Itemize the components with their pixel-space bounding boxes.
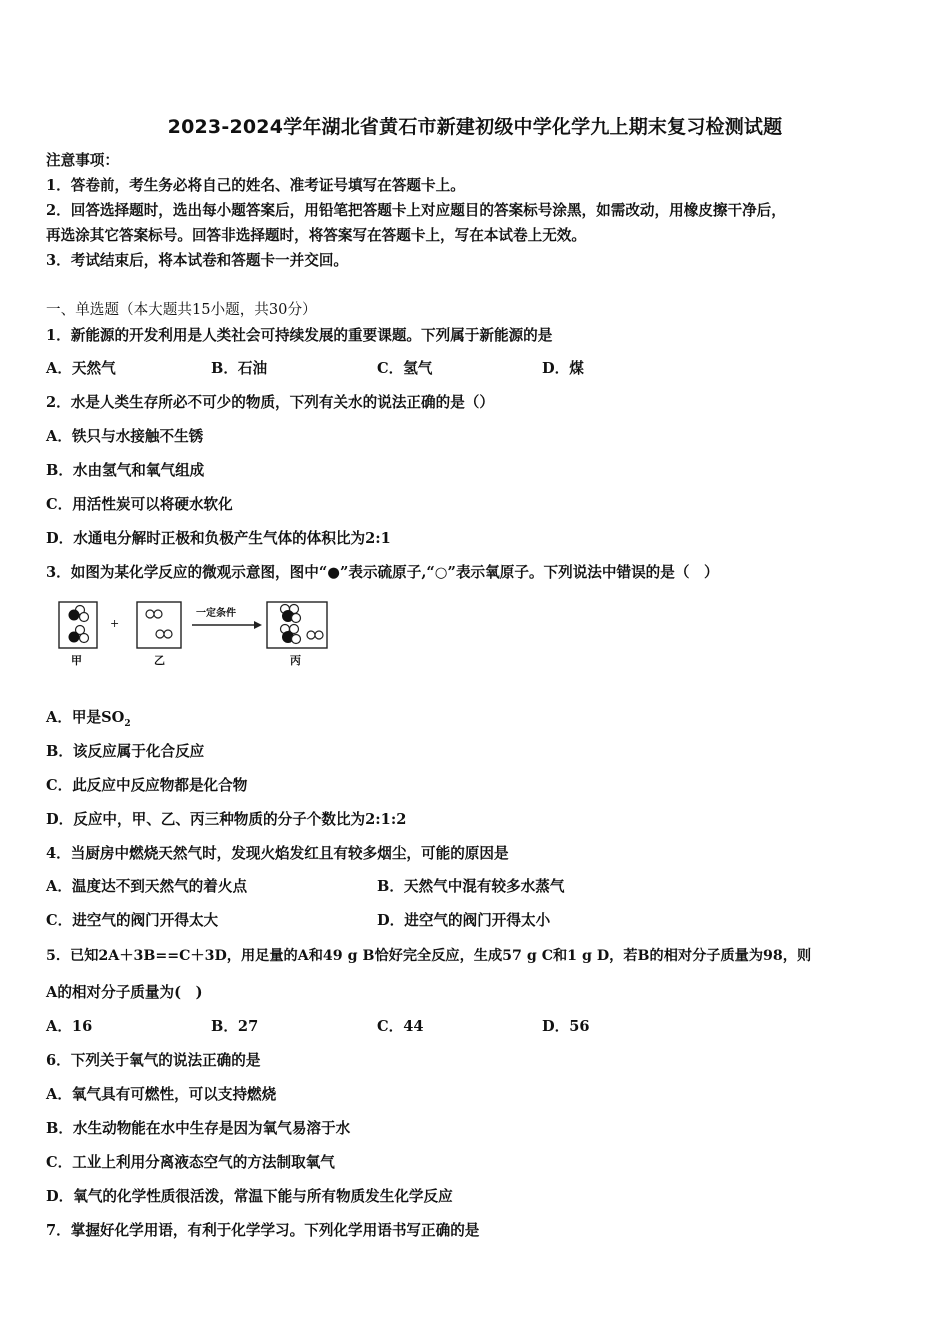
reaction-condition: 一定条件 bbox=[196, 608, 236, 619]
q3-option-b[interactable]: B．该反应属于化合反应 bbox=[46, 743, 205, 760]
notice-item: 1．答卷前，考生务必将自己的姓名、准考证号填写在答题卡上。 bbox=[46, 177, 465, 194]
q3-stem: 3．如图为某化学反应的微观示意图，图中“●”表示硫原子,“○”表示氧原子。下列说法中错误的是（ ） bbox=[46, 564, 719, 581]
q4-option-b[interactable]: B．天然气中混有较多水蒸气 bbox=[377, 878, 565, 895]
q1-stem: 1．新能源的开发利用是人类社会可持续发展的重要课题。下列属于新能源的是 bbox=[46, 327, 553, 344]
q5-option-c[interactable]: C．44 bbox=[377, 1018, 424, 1035]
page-title: 2023-2024学年湖北省黄石市新建初级中学化学九上期末复习检测试题 bbox=[167, 116, 783, 138]
q4-option-c[interactable]: C．进空气的阀门开得太大 bbox=[46, 912, 219, 929]
q7-stem: 7．掌握好化学用语，有利于化学学习。下列化学用语书写正确的是 bbox=[46, 1222, 480, 1239]
so3-molecule bbox=[281, 625, 301, 644]
subscript: 2 bbox=[124, 718, 131, 729]
o2-molecule bbox=[146, 610, 162, 618]
q6-stem: 6．下列关于氧气的说法正确的是 bbox=[46, 1052, 261, 1069]
so2-molecule bbox=[69, 606, 89, 622]
q6-option-d[interactable]: D．氧气的化学性质很活泼，常温下能与所有物质发生化学反应 bbox=[46, 1188, 453, 1205]
q6-option-c[interactable]: C．工业上利用分离液态空气的方法制取氧气 bbox=[46, 1154, 335, 1171]
notice-item: 再选涂其它答案标号。回答非选择题时，将答案写在答题卡上，写在本试卷上无效。 bbox=[46, 227, 586, 244]
q3-option-a[interactable] bbox=[46, 708, 131, 734]
notice-item: 3．考试结束后，将本试卷和答题卡一并交回。 bbox=[46, 252, 349, 269]
q2-option-b[interactable]: B．水由氢气和氧气组成 bbox=[46, 462, 205, 479]
q1-option-b[interactable]: B．石油 bbox=[211, 360, 268, 377]
q3-option-c[interactable]: C．此反应中反应物都是化合物 bbox=[46, 777, 248, 794]
o2-molecule bbox=[307, 631, 323, 639]
q4-option-d[interactable]: D．进空气的阀门开得太小 bbox=[377, 912, 551, 929]
q4-stem: 4．当厨房中燃烧天然气时，发现火焰发红且有较多烟尘，可能的原因是 bbox=[46, 845, 509, 862]
o2-molecule bbox=[156, 630, 172, 638]
plus-sign: + bbox=[110, 617, 120, 630]
q1-option-a[interactable]: A．天然气 bbox=[46, 360, 116, 377]
section-heading: 一、单选题（本大题共15小题，共30分） bbox=[46, 301, 317, 318]
notice-heading: 注意事项： bbox=[46, 152, 119, 169]
q2-stem: 2．水是人类生存所必不可少的物质，下列有关水的说法正确的是（） bbox=[46, 394, 494, 411]
q3-option-a-text: A．甲是SO bbox=[46, 709, 125, 726]
q1-option-c[interactable]: C．氢气 bbox=[377, 360, 433, 377]
q2-option-a[interactable]: A．铁只与水接触不生锈 bbox=[46, 428, 204, 445]
label-jia: 甲 bbox=[71, 654, 82, 667]
q4-option-a[interactable]: A．温度达不到天然气的着火点 bbox=[46, 878, 248, 895]
q6-option-b[interactable]: B．水生动物能在水中生存是因为氧气易溶于水 bbox=[46, 1120, 351, 1137]
q2-option-c[interactable]: C．用活性炭可以将硬水软化 bbox=[46, 496, 233, 513]
so2-molecule bbox=[69, 626, 89, 643]
q5-option-a[interactable]: A．16 bbox=[46, 1018, 93, 1035]
q2-option-d[interactable]: D．水通电分解时正极和负极产生气体的体积比为2:1 bbox=[46, 530, 391, 547]
q6-option-a[interactable]: A．氧气具有可燃性，可以支持燃烧 bbox=[46, 1086, 277, 1103]
label-yi: 乙 bbox=[154, 654, 165, 667]
q5-stem-continued: A的相对分子质量为( ) bbox=[46, 984, 203, 1001]
so3-molecule bbox=[281, 605, 301, 623]
q1-option-d[interactable]: D．煤 bbox=[542, 360, 584, 377]
q5-option-d[interactable]: D．56 bbox=[542, 1018, 590, 1035]
label-bing: 丙 bbox=[290, 654, 301, 667]
notice-item: 2．回答选择题时，选出每小题答案后，用铅笔把答题卡上对应题目的答案标号涂黑，如需改动，用橡皮擦干净后， bbox=[46, 202, 786, 219]
q5-stem: 5．已知2A＋3B==C＋3D，用足量的A和49 g B恰好完全反应，生成57 g C和1 g D，若B的相对分子质量为98，则 bbox=[46, 948, 812, 964]
q3-option-d[interactable]: D．反应中，甲、乙、丙三种物质的分子个数比为2:1:2 bbox=[46, 811, 407, 828]
box-yi bbox=[137, 602, 181, 648]
q5-option-b[interactable]: B．27 bbox=[211, 1018, 259, 1035]
